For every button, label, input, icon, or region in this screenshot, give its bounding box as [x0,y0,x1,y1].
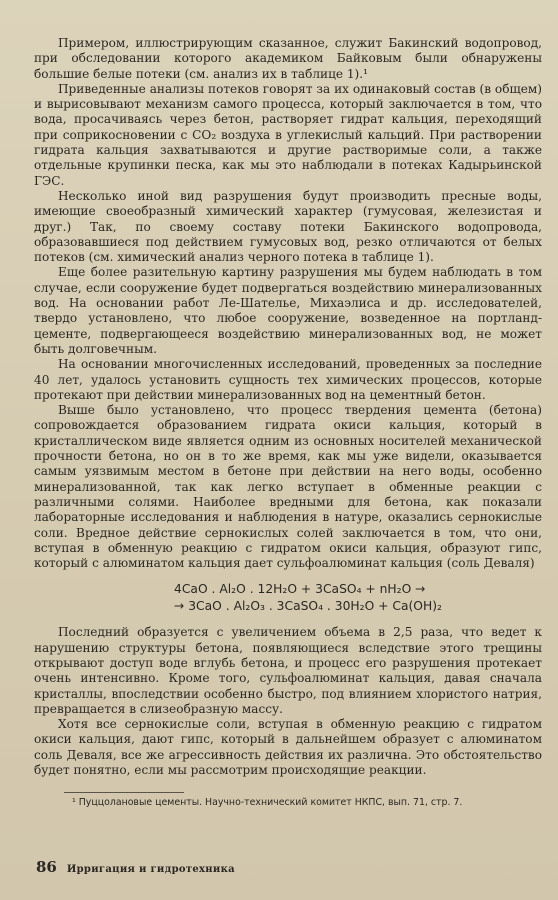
paragraph-6: Выше было установлено, что процесс твердения цемента (бетона) сопровождается образованием гидрата окиси кальция, который в кристаллическом виде является одним из основных носителей механической прочности бетона, но он в то же время, как мы уже видели, оказывается самым уязвимым местом в бетоне при действии на него воды, особенно минерализованной, так как легко вступает в обменные реакции с различными солями. Наиболее вредными для бетона, как показали лабораторные исследования и наблюдения в натуре, оказались сернокислые соли. Вредное действие сернокислых солей заключается в том, что они, вступая в обменную реакцию с гидратом окиси кальция, образуют гипс, который с алюминатом кальция дает сульфоалюминат кальция (соль Деваля) [34,403,542,571]
footnote: ¹ Пуццолановые цементы. Научно-технический комитет НКПС, вып. 71, стр. 7. [72,797,463,809]
paragraph-2: Приведенные анализы потеков говорят за их одинаковый состав (в общем) и вырисовывают механизм самого процесса, который заключается в том, что вода, просачиваясь через бетон, растворяет гидрат кальция, переходящий при соприкосновении с CO₂ воздуха в углекислый кальций. При растворении гидрата кальция захватываются и другие растворимые соли, а также отдельные крупинки песка, как мы это наблюдали в потеках Кадырьинской ГЭС. [34,81,542,188]
main-text [34,36,542,778]
paragraph-1: Примером, иллюстрирующим сказанное, служит Бакинский водопровод, при обследовании которого академиком Байковым были обнаружены большие белые потеки (см. анализ их в таблице 1).¹ [34,36,542,81]
paragraph-3: Несколько иной вид разрушения будут производить пресные воды, имеющие своеобразный химический характер (гумусовая, железистая и друг.) Так, по своему составу потеки Бакинского водопровода, образовавшиеся под действием гумусовых вод, резко отличаются от белых потеков (см. химический анализ черного потека в таблице 1). [34,188,542,265]
paragraph-5: На основании многочисленных исследований, проведенных за последние 40 лет, удалось установить сущность тех химических процессов, которые протекают при действии минерализованных вод на цементный бетон. [34,357,542,402]
page-footer [36,858,235,876]
paragraph-8: Хотя все сернокислые соли, вступая в обменную реакцию с гидратом окиси кальция, дают гипс, который в дальнейшем образует с алюминатом соль Деваля, все же агрессивность действия их различна. Это обстоятельство будет понятно, если мы рассмотрим происходящие реакции. [34,717,542,778]
equation-line-1: 4CaO . Al₂O . 12H₂O + 3CaSO₄ + nH₂O → [174,582,426,597]
running-title: Ирригация и гидротехника [66,864,235,875]
equation-line-2: → 3CaO . Al₂O₃ . 3CaSO₄ . 30H₂O + Ca(OH)₂ [174,599,442,614]
paragraph-7: Последний образуется с увеличением объема в 2,5 раза, что ведет к нарушению структуры бетона, появляющиеся вследствие этого трещины открывают доступ воде вглубь бетона, и процесс его разрушения протекает очень интенсивно. Кроме того, сульфоалюминат кальция, давая сначала кристаллы, впоследствии особенно быстро, под влиянием хлористого натрия, превращается в слизеобразную массу. [34,625,542,716]
paragraph-4: Еще более разительную картину разрушения мы будем наблюдать в том случае, если сооружение будет подвергаться воздействию минерализованных вод. На основании работ Ле-Шателье, Михаэлиса и др. исследователей, твердо установлено, что любое сооружение, возведенное на портланд-цементе, подвергающееся воздействию минерализованных вод, не может быть долговечным. [34,265,542,356]
page-number: 86 [36,858,57,876]
footnote-divider [64,792,184,793]
chemical-equation [34,581,542,615]
